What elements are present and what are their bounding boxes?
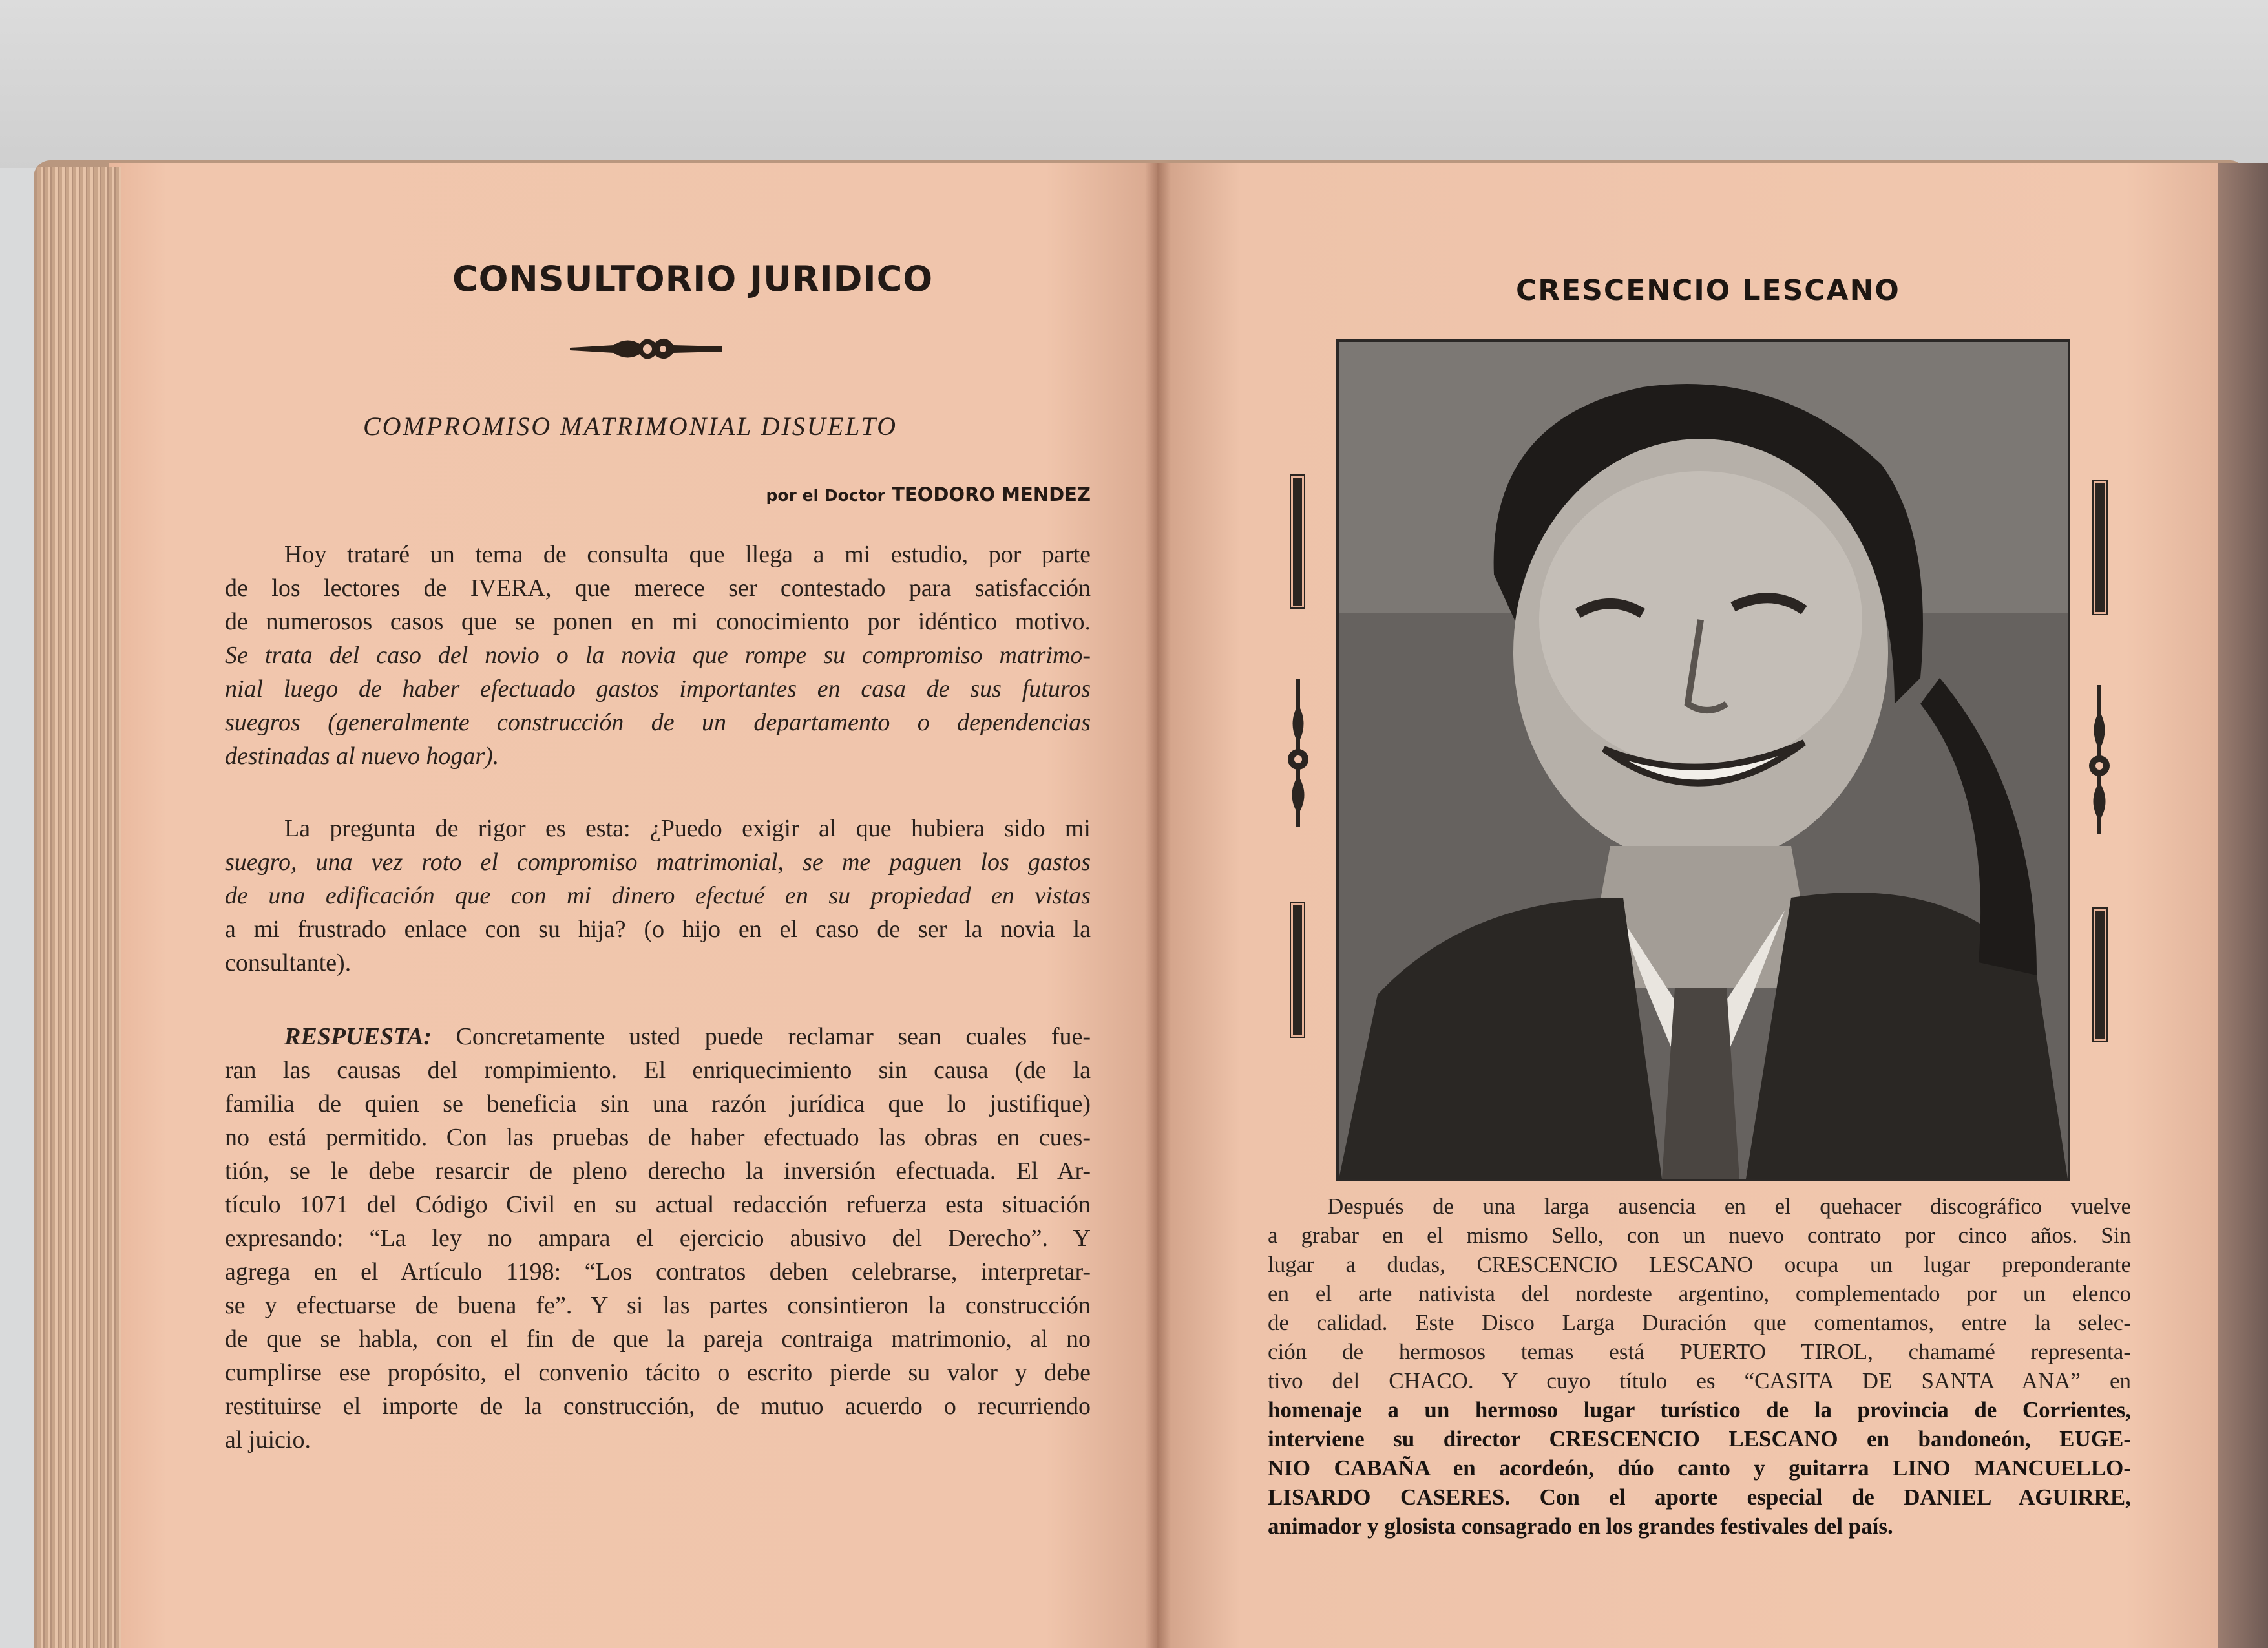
floral-ornament-icon <box>1283 679 1313 827</box>
text-line: cumplirse ese propósito, el convenio tácito o escrito pierde su valor y debe <box>225 1359 1091 1386</box>
text-line: restituirse el importe de la construcción, de mutuo acuerdo o recurriendo <box>225 1393 1091 1420</box>
text-line: agrega en el Artículo 1198: “Los contratos deben celebrarse, interpretar- <box>225 1258 1091 1285</box>
text-line: destinadas al nuevo hogar). <box>225 743 499 770</box>
caption-line: LISARDO CASERES. Con el aporte especial de DANIEL AGUIRRE, <box>1268 1484 2131 1510</box>
caption-line: ción de hermosos temas está PUERTO TIROL, chamamé representa- <box>1268 1339 2131 1364</box>
book-gutter <box>1145 163 1171 1648</box>
text-line: de los lectores de IVERA, que merece ser contestado para satisfacción <box>225 575 1091 602</box>
decorative-bar <box>1291 476 1304 607</box>
caption-line: interviene su director CRESCENCIO LESCANO en bandoneón, EUGE- <box>1268 1426 2131 1452</box>
byline <box>766 483 1091 505</box>
text-line <box>225 1020 1091 1053</box>
scan-background <box>0 0 2268 168</box>
caption-line: homenaje a un hermoso lugar turístico de la provincia de Corrientes, <box>1268 1397 2131 1422</box>
text-line: familia de quien se beneficia sin una razón jurídica que lo justifique) <box>225 1090 1091 1117</box>
section-title: CONSULTORIO JURIDICO <box>452 259 934 299</box>
decorative-bar <box>2094 481 2106 614</box>
caption-line: lugar a dudas, CRESCENCIO LESCANO ocupa un lugar preponderante <box>1268 1252 2131 1277</box>
text-line: expresando: “La ley no ampara el ejercicio abusivo del Derecho”. Y <box>225 1225 1091 1252</box>
paragraph-question <box>225 812 1091 980</box>
caption-line: de calidad. Este Disco Larga Duración que comentamos, entre la selec- <box>1268 1310 2131 1335</box>
page-stack-edge <box>37 167 121 1648</box>
article-title: COMPROMISO MATRIMONIAL DISUELTO <box>363 412 898 441</box>
caption-line: en el arte nativista del nordeste argentino, complementado por un elenco <box>1268 1281 2131 1306</box>
profile-caption <box>1268 1192 2131 1541</box>
text-line: al juicio. <box>225 1426 311 1453</box>
text-line: La pregunta de rigor es esta: ¿Puedo exigir al que hubiera sido mi <box>284 815 1091 842</box>
profile-title: CRESCENCIO LESCANO <box>1516 274 1900 307</box>
answer-first-line: Concretamente usted puede reclamar sean cuales fue- <box>456 1023 1091 1050</box>
floral-ornament-icon <box>2084 685 2114 834</box>
text-line: no está permitido. Con las pruebas de haber efectuado las obras en cues- <box>225 1124 1091 1151</box>
text-line: consultante). <box>225 949 352 977</box>
portrait-photo <box>1336 339 2070 1181</box>
decorative-bar <box>1291 903 1304 1037</box>
caption-line: Después de una larga ausencia en el quehacer discográfico vuelve <box>1327 1194 2131 1219</box>
paragraph-answer <box>225 1020 1091 1457</box>
caption-line: animador y glosista consagrado en los grandes festivales del país. <box>1268 1514 1893 1539</box>
answer-label: RESPUESTA: <box>284 1023 432 1050</box>
text-line: ran las causas del rompimiento. El enriquecimiento sin causa (de la <box>225 1057 1091 1084</box>
text-line: tión, se le debe resarcir de pleno derecho la inversión efectuada. El Ar- <box>225 1157 1091 1185</box>
byline-author: TEODORO MENDEZ <box>892 483 1091 505</box>
text-line: de una edificación que con mi dinero efectué en su propiedad en vistas <box>225 882 1091 909</box>
book-right-edge-shadow <box>2218 163 2268 1648</box>
text-line: se y efectuarse de buena fe”. Y si las partes consintieron la construcción <box>225 1292 1091 1319</box>
caption-line: a grabar en el mismo Sello, con un nuevo contrato por cinco años. Sin <box>1268 1223 2131 1248</box>
decorative-bar <box>2094 909 2106 1041</box>
text-line: suegros (generalmente construcción de un departamento o dependencias <box>225 709 1091 736</box>
text-line: Hoy trataré un tema de consulta que llega a mi estudio, por parte <box>284 541 1091 568</box>
text-line: de que se habla, con el fin de que la pareja contraiga matrimonio, al no <box>225 1326 1091 1353</box>
caption-line: NIO CABAÑA en acordeón, dúo canto y guitarra LINO MANCUELLO- <box>1268 1455 2131 1481</box>
caption-line: tivo del CHACO. Y cuyo título es “CASITA DE SANTA ANA” en <box>1268 1368 2131 1393</box>
text-line: nial luego de haber efectuado gastos importantes en casa de sus futuros <box>225 675 1091 703</box>
paragraph-intro <box>225 538 1091 773</box>
text-line: suegro, una vez roto el compromiso matrimonial, se me paguen los gastos <box>225 849 1091 876</box>
text-line: de numerosos casos que se ponen en mi conocimiento por idéntico motivo. <box>225 608 1091 635</box>
text-line: tículo 1071 del Código Civil en su actual redacción refuerza esta situación <box>225 1191 1091 1218</box>
byline-prefix: por el Doctor <box>766 486 885 505</box>
text-line: a mi frustrado enlace con su hija? (o hijo en el caso de ser la novia la <box>225 916 1091 943</box>
text-line: Se trata del caso del novio o la novia que rompe su compromiso matrimo- <box>225 642 1091 669</box>
portrait-illustration <box>1339 342 2068 1179</box>
ornament-divider-icon <box>569 332 724 366</box>
